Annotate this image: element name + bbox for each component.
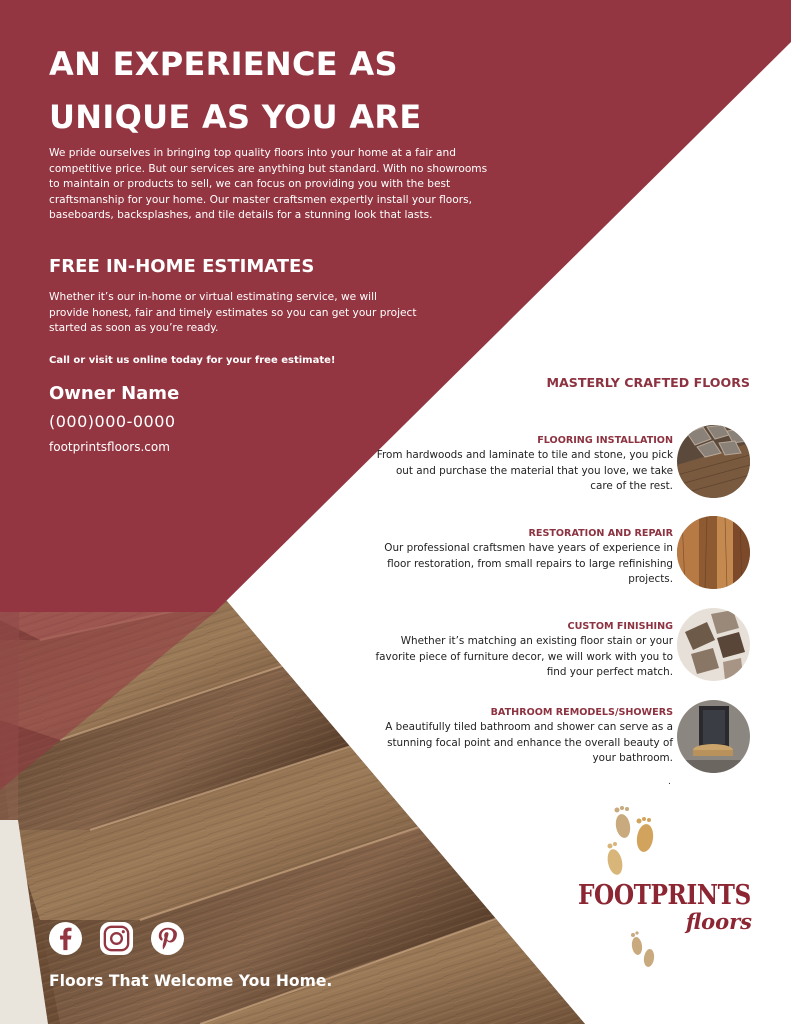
service-description: A beautifully tiled bathroom and shower can serve as a stunning focal point and enhance the overall beauty of your bathroom. [385,721,673,765]
service-description: Our professional craftsmen have years of experience in floor restoration, from small repairs to large refinishing projects. [384,542,673,586]
service-description: From hardwoods and laminate to tile and stone, you pick out and purchase the material that you love, we take care of the rest. [376,449,673,493]
estimates-heading: FREE IN-HOME ESTIMATES [49,256,315,277]
website-link[interactable]: footprintsfloors.com [49,440,170,454]
instagram-icon[interactable] [99,921,134,956]
owner-name: Owner Name [49,383,180,404]
service-restoration-repair [373,527,673,588]
logo-wordmark: FOOTPRINTS [578,880,751,911]
estimate-cta: Call or visit us online today for your free estimate! [49,355,336,366]
bathroom-remodel-photo [677,700,750,773]
service-custom-finishing [373,620,673,681]
services-title: MASTERLY CRAFTED FLOORS [546,375,750,390]
service-description: Whether it’s matching an existing floor stain or your favorite piece of furniture decor, we will work with you to find your perfect match. [375,635,673,679]
custom-finishing-photo [677,608,750,681]
service-title: RESTORATION AND REPAIR [528,528,673,539]
headline [49,38,469,144]
service-flooring-installation [373,434,673,495]
restoration-repair-photo [677,516,750,589]
pinterest-icon[interactable] [150,921,185,956]
headline-line-2: UNIQUE AS YOU ARE [49,98,422,136]
service-bathroom-remodels [373,706,673,767]
service-title: CUSTOM FINISHING [567,621,673,632]
estimates-text: Whether it’s our in-home or virtual estimating service, we will provide honest, fair and timely estimates so you can get your project started as soon as you’re ready. [49,291,417,335]
phone-number: (000)000-0000 [49,412,176,431]
flooring-installation-photo [677,425,750,498]
logo-subtitle: floors [685,909,752,934]
facebook-icon[interactable] [48,921,83,956]
social-links [48,921,185,956]
headline-line-1: AN EXPERIENCE AS [49,45,398,83]
tagline: Floors That Welcome You Home. [49,972,333,990]
intro-paragraph: We pride ourselves in bringing top quality floors into your home at a fair and competitive price. But our services are anything but standard. With no showrooms to maintain or products to sell, we can focus on providing you with the best craftsmanship for your home. Our master craftsmen expertly install your floors, baseboards, backsplashes, and tile details for a stunning look that lasts. [49,147,488,222]
trailing-dot: . [668,777,671,787]
service-title: BATHROOM REMODELS/SHOWERS [490,707,673,718]
service-title: FLOORING INSTALLATION [537,435,673,446]
